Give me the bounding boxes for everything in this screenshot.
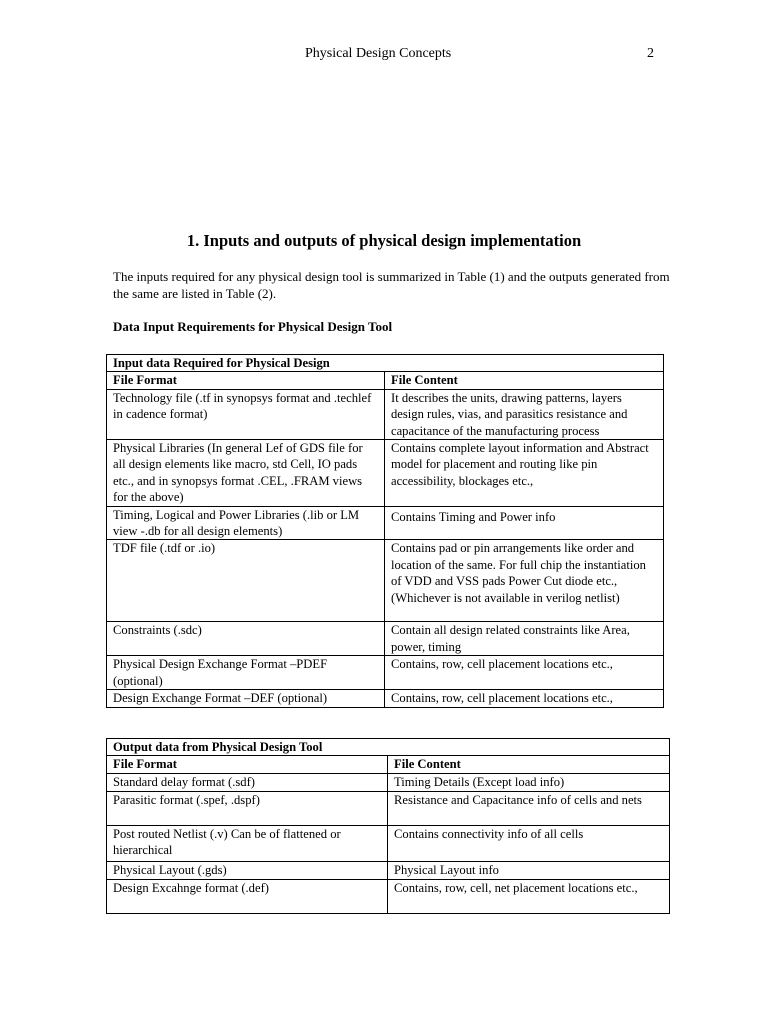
table-row bbox=[107, 506, 664, 540]
section-heading: 1. Inputs and outputs of physical design implementation bbox=[186, 231, 582, 250]
table-row bbox=[107, 622, 664, 656]
table-row bbox=[107, 825, 670, 861]
table-row bbox=[107, 690, 664, 707]
file-content-cell: Contain all design related constraints like Area, power, timing bbox=[385, 622, 664, 656]
file-content-cell: Contains Timing and Power info bbox=[385, 506, 664, 540]
table-title: Output data from Physical Design Tool bbox=[107, 739, 670, 756]
file-content-cell: Resistance and Capacitance info of cells and nets bbox=[388, 791, 670, 825]
input-table-caption: Data Input Requirements for Physical Design Tool bbox=[113, 319, 393, 334]
file-format-cell: Constraints (.sdc) bbox=[107, 622, 385, 656]
input-data-table bbox=[106, 354, 664, 708]
file-content-cell: Contains, row, cell placement locations etc., bbox=[385, 690, 664, 707]
column-header-file-content: File Content bbox=[385, 372, 664, 389]
file-format-cell: Standard delay format (.sdf) bbox=[107, 773, 388, 791]
table-header-row bbox=[107, 372, 664, 389]
file-content-cell: It describes the units, drawing patterns, layers design rules, vias, and parasitics resistance and capacitance of the manufacturing process bbox=[385, 389, 664, 439]
table-row bbox=[107, 540, 664, 622]
file-format-cell: TDF file (.tdf or .io) bbox=[107, 540, 385, 622]
file-format-cell: Design Excahnge format (.def) bbox=[107, 879, 388, 913]
column-header-file-format: File Format bbox=[107, 372, 385, 389]
intro-paragraph: The inputs required for any physical design tool is summarized in Table (1) and the outputs generated from the same are listed in Table (2). bbox=[113, 269, 670, 301]
running-header-title: Physical Design Concepts bbox=[305, 46, 452, 61]
file-content-cell: Physical Layout info bbox=[388, 861, 670, 879]
table-row bbox=[107, 773, 670, 791]
table-row bbox=[107, 861, 670, 879]
file-content-cell: Contains, row, cell, net placement locations etc., bbox=[388, 879, 670, 913]
file-format-cell: Design Exchange Format –DEF (optional) bbox=[107, 690, 385, 707]
table-row bbox=[107, 879, 670, 913]
table-row bbox=[107, 440, 664, 507]
table-row bbox=[107, 656, 664, 690]
column-header-file-format: File Format bbox=[107, 756, 388, 773]
file-content-cell: Timing Details (Except load info) bbox=[388, 773, 670, 791]
table-title-row bbox=[107, 739, 670, 756]
column-header-file-content: File Content bbox=[388, 756, 670, 773]
file-format-cell: Parasitic format (.spef, .dspf) bbox=[107, 791, 388, 825]
table-title-row bbox=[107, 355, 664, 372]
file-format-cell: Technology file (.tf in synopsys format and .techlef in cadence format) bbox=[107, 389, 385, 439]
output-data-table bbox=[106, 738, 670, 914]
file-format-cell: Physical Design Exchange Format –PDEF (optional) bbox=[107, 656, 385, 690]
page-number: 2 bbox=[647, 46, 654, 61]
file-format-cell: Post routed Netlist (.v) Can be of flattened or hierarchical bbox=[107, 825, 388, 861]
table-row bbox=[107, 791, 670, 825]
file-content-cell: Contains complete layout information and Abstract model for placement and routing like pin accessibility, blockages etc., bbox=[385, 440, 664, 507]
file-content-cell: Contains connectivity info of all cells bbox=[388, 825, 670, 861]
table-header-row bbox=[107, 756, 670, 773]
file-format-cell: Physical Libraries (In general Lef of GDS file for all design elements like macro, std Cell, IO pads etc., and in synopsys format .CEL, .FRAM views for the above) bbox=[107, 440, 385, 507]
file-content-cell: Contains pad or pin arrangements like order and location of the same. For full chip the instantiation of VDD and VSS pads Power Cut diode etc., (Whichever is not available in verilog netlist) bbox=[385, 540, 664, 622]
file-format-cell: Timing, Logical and Power Libraries (.lib or LM view -.db for all design elements) bbox=[107, 506, 385, 540]
table-title: Input data Required for Physical Design bbox=[107, 355, 664, 372]
file-format-cell: Physical Layout (.gds) bbox=[107, 861, 388, 879]
table-row bbox=[107, 389, 664, 439]
file-content-cell: Contains, row, cell placement locations etc., bbox=[385, 656, 664, 690]
